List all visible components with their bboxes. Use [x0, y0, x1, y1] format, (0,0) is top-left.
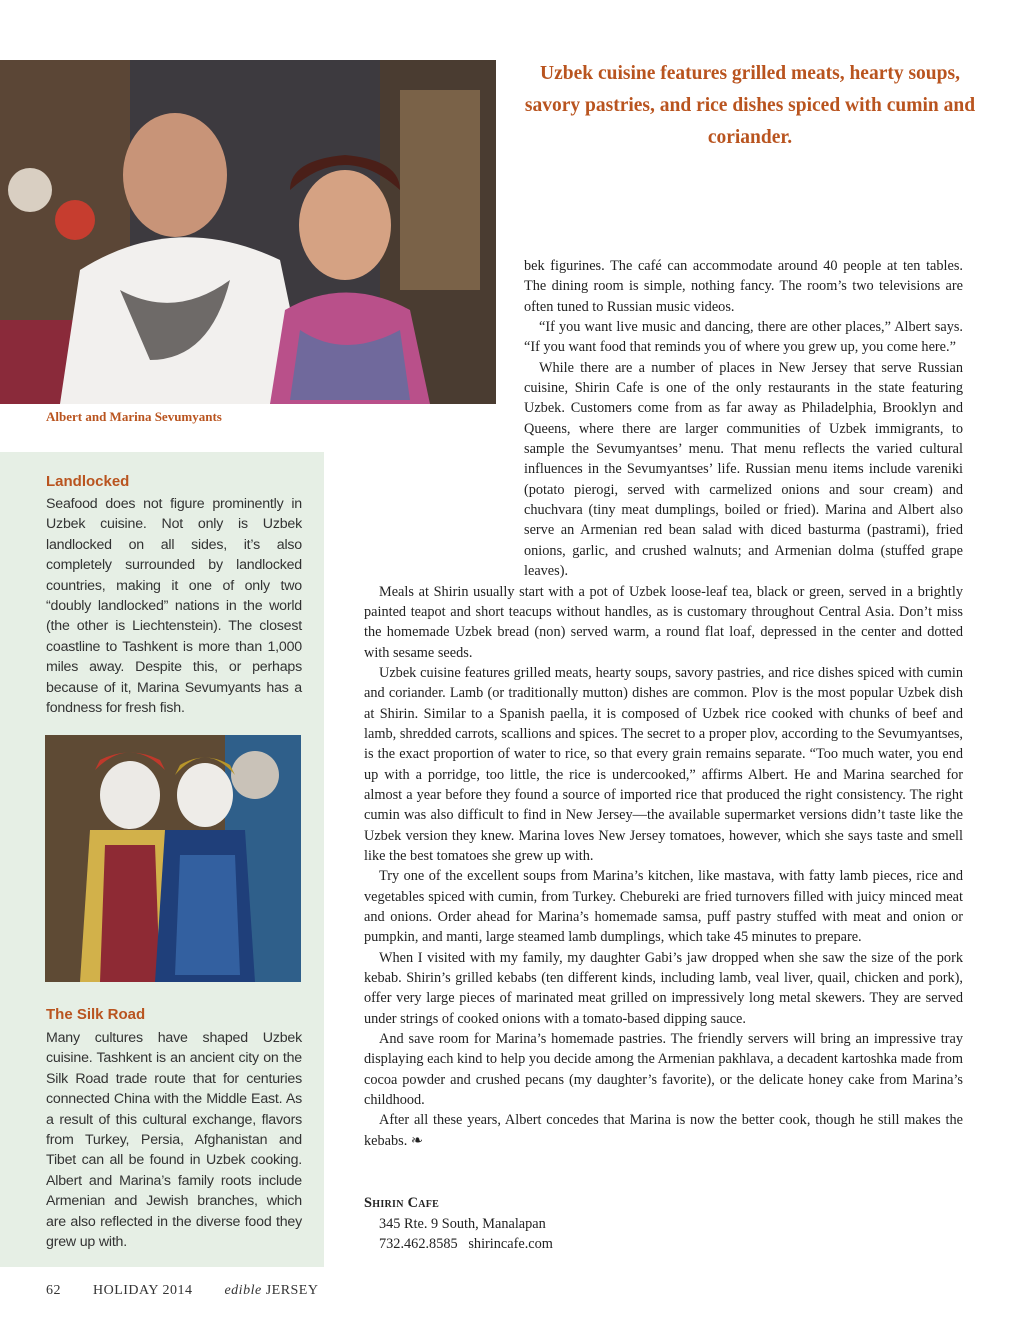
restaurant-street: 345 Rte. 9 South, Manalapan [379, 1215, 546, 1232]
pull-quote: Uzbek cuisine features grilled meats, hearty soups, savory pastries, and rice dishes spiced with cumin and coriander. [524, 63, 976, 148]
article-paragraph: After all these years, Albert concedes that Marina is now the better cook, though he still makes the kebabs. ❧ [364, 1112, 963, 1149]
brand-name: JERSEY [265, 1283, 319, 1298]
article-paragraph: When I visited with my family, my daughter Gabi’s jaw dropped when she saw the size of the pork kebab. Shirin’s grilled kebabs (ten different kinds, including lamb, veal liver, quail, chicken and pork), offer very large pieces of marinated meat grilled on impressively long metal skewers. They are served under strings of cooked onions with a tomato-based dipping sauce. [364, 949, 963, 1027]
dolls-illustration [45, 735, 301, 982]
article-paragraph: Uzbek cuisine features grilled meats, hearty soups, savory pastries, and rice dishes spiced with cumin and coriander. Lamb (or traditionally mutton) dishes are common. Plov is the most popular Uzbek dish at Shirin. Similar to a Spanish paella, it is composed of Uzbek rice cooked with chunks of beef and lamb, shredded carrots, scallions and spices. The secret to a proper plov, according to the Sevumyantses, is the exact proportion of water to rice, so that every grain remains separate. “Too much water, you end up with a porridge, too little, the rice is undercooked,” affirms Albert. He and Marina searched for almost a year before they found a source of imported rice that produced the right consistency. The right cumin was also difficult to find in New Jersey—the available supermarket versions didn’t taste like the Uzbek version they knew. Marina loves New Jersey tomatoes, however, which she says taste and smell like the best tomatoes she grew up with. [364, 664, 963, 864]
sidebar-text-silk-road: Many cultures have shaped Uzbek cuisine. Tashkent is an ancient city on the Silk Road trade route that for centuries connected China with the Middle East. As a result of this cultural exchange, flavors from Turkey, Persia, Afghanistan and Tibet can all be found in Uzbek cooking. Albert and Marina’s family roots include Armenian and Jewish branches, which are also reflected in the diverse food they grew up with. [46, 1030, 302, 1251]
restaurant-name: Shirin Cafe [364, 1195, 440, 1211]
article-paragraph: Meals at Shirin usually start with a pot of Uzbek loose-leaf tea, black or green, served in a brightly painted teapot and short teacups without handles, as is customary throughout Central Asia. Don’t miss the homemade Uzbek bread (non) served warm, a round flat loaf, depressed in the center and dotted with sesame seeds. [364, 583, 963, 661]
photo-caption: Albert and Marina Sevumyants [46, 409, 222, 424]
restaurant-info [364, 1193, 553, 1255]
article-body [364, 256, 963, 1151]
article-paragraph: “If you want live music and dancing, there are other places,” Albert says. “If you want food that reminds you of where you grew up, you come here.” [524, 319, 963, 356]
issue-label: HOLIDAY 2014 [93, 1283, 193, 1298]
sidebar-heading-landlocked: Landlocked [46, 473, 130, 490]
sidebar-heading-silk-road: The Silk Road [46, 1006, 146, 1023]
article-paragraph-text: While there are a number of places in New Jersey that serve Russian cuisine, Shirin Cafe is one of the only restaurants in the state featuring Uzbek. Customers come from as far away as Philadelphia, Brooklyn and Queens, where there are larger communities of Uzbek immigrants, to sample the Sevumyantses’ menu. That menu reflects the varied cultural influences in the Sevumyantses’ life. Russian menu items include vareniki (potato pierogi, served with carmelized onions and sour cream) and chuchvara (tiny meat dumplings, boiled or fried). Marina and Albert also serve an Armenian red bean salad with diced basturma (pastrami), fried onions, garlic, and crushed walnuts; and Armenian dolma (stuffed grape leaves). [524, 359, 963, 580]
article-paragraph [364, 358, 963, 582]
restaurant-contact: 732.462.8585 shirincafe.com [379, 1236, 553, 1252]
article-paragraph: Try one of the excellent soups from Marina’s kitchen, like mastava, with fatty lamb pieces, rice and vegetables spiced with cumin, from Turkey. Chebureki are fried turnovers filled with juicy minced meat and onions. Order ahead for Marina’s homemade samsa, puff pastry stuffed with meat and onion or pumpkin, and manti, large steamed lamb dumplings, which take 45 minutes to prepare. [364, 868, 963, 946]
brand-italic: edible [224, 1283, 262, 1298]
sidebar-text-landlocked: Seafood does not figure prominently in Uzbek cuisine. Not only is Uzbek landlocked on all sides, it’s also completely surrounded by landlocked countries, making it one of only two “doubly landlocked” nations in the world (the other is Liechtenstein). The closest coastline to Tashkent is more than 1,000 miles away. Despite this, or perhaps because of it, Marina Sevumyants has a fondness for fresh fish. [46, 496, 302, 717]
photo-uzbek-dolls [45, 735, 301, 982]
article-paragraph: And save room for Marina’s homemade pastries. The friendly servers will bring an impressive tray displaying each kind to help you decide among the Armenian pakhlava, a decadent kartoshka made from cocoa powder and crushed pecans (my daughter’s favorite), or the delicate honey cake from Marina’s childhood. [364, 1031, 963, 1109]
page-number: 62 [46, 1283, 61, 1298]
page-footer [46, 1283, 346, 1299]
article-paragraph: bek figurines. The café can accommodate around 40 people at ten tables. The dining room is simple, nothing fancy. The room’s two televisions are often tuned to Russian music videos. [524, 258, 963, 315]
